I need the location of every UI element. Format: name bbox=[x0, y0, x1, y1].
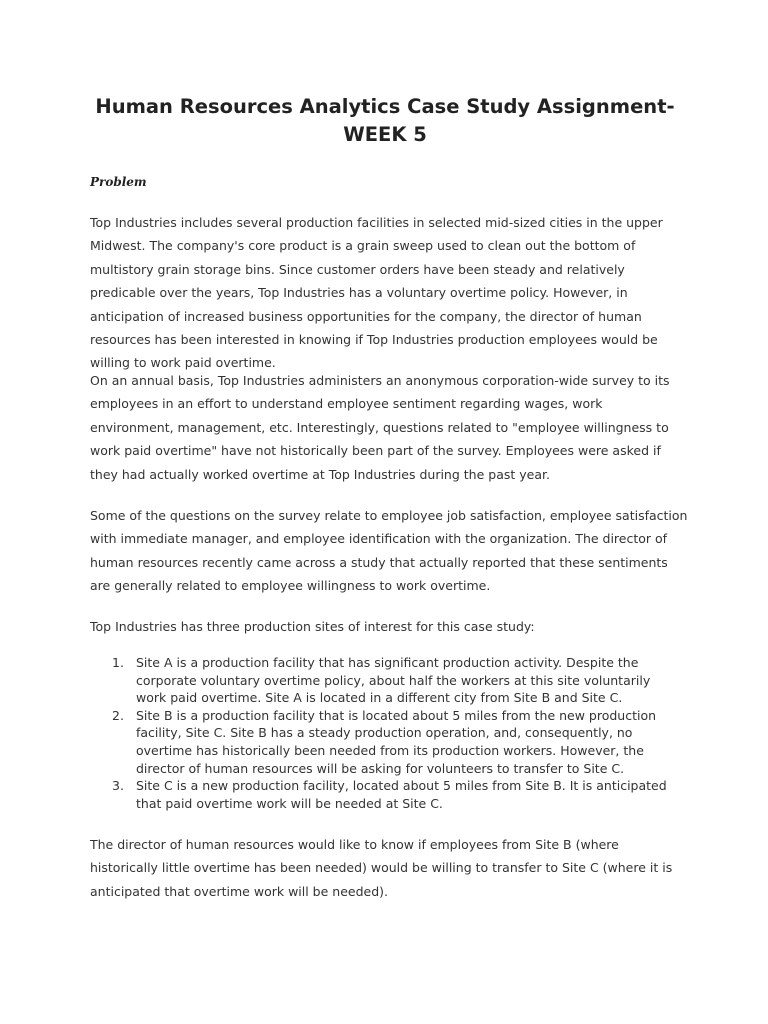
list-item bbox=[90, 777, 680, 812]
list-item-text: Site B is a production facility that is located about 5 miles from the new production facility, Site C. Site B has a steady production operation, and, consequently, no overtime has historically been needed from its production workers. However, the director of human resources will be asking for volunteers to transfer to Site C. bbox=[136, 707, 657, 776]
document-title: Human Resources Analytics Case Study Assignment- WEEK 5 bbox=[95, 95, 675, 146]
list-item-number: 2. bbox=[112, 707, 124, 723]
paragraph-conclusion: The director of human resources would like to know if employees from Site B (where historically little overtime has been needed) would be willing to transfer to Site C (where it is anticipated that overtime work will be needed). bbox=[90, 837, 673, 899]
list-item-number: 1. bbox=[112, 655, 124, 670]
section-heading-problem: Problem bbox=[90, 175, 147, 189]
paragraph-intro: Top Industries includes several production facilities in selected mid-sized cities in the upper Midwest. The company's core product is a grain sweep used to clean out the bottom of multistory grain storage bins. Since customer orders have been steady and relatively predicable over the years, Top Industries has a voluntary overtime policy. However, in anticipation of increased business opportunities for the company, the director of human resources has been interested in knowing if Top Industries production employees would be willing to work paid overtime. bbox=[90, 215, 663, 371]
list-item-number: 3. bbox=[112, 778, 124, 794]
list-item bbox=[90, 654, 680, 707]
sites-list bbox=[90, 654, 680, 812]
paragraph-sites-intro: Top Industries has three production sites of interest for this case study: bbox=[90, 619, 535, 634]
list-item bbox=[90, 707, 680, 777]
paragraph-survey: On an annual basis, Top Industries administers an anonymous corporation-wide survey to its employees in an effort to understand employee sentiment regarding wages, work environment, management, etc. Interestingly, questions related to "employee willingness to work paid overtime" have not historically been part of the survey. Employees were asked if they had actually worked overtime at Top Industries during the past year. bbox=[90, 373, 670, 482]
list-item-text: Site A is a production facility that has significant production activity. Despite the corporate voluntary overtime policy, about half the workers at this site voluntarily work paid overtime. Site A is located in a different city from Site B and Site C. bbox=[136, 655, 651, 706]
paragraph-sentiments: Some of the questions on the survey relate to employee job satisfaction, employee satisfaction with immediate manager, and employee identification with the organization. The director of human resources recently came across a study that actually reported that these sentiments are generally related to employee willingness to work overtime. bbox=[90, 508, 688, 594]
list-item-text: Site C is a new production facility, located about 5 miles from Site B. It is anticipated that paid overtime work will be needed at Site C. bbox=[136, 778, 667, 811]
